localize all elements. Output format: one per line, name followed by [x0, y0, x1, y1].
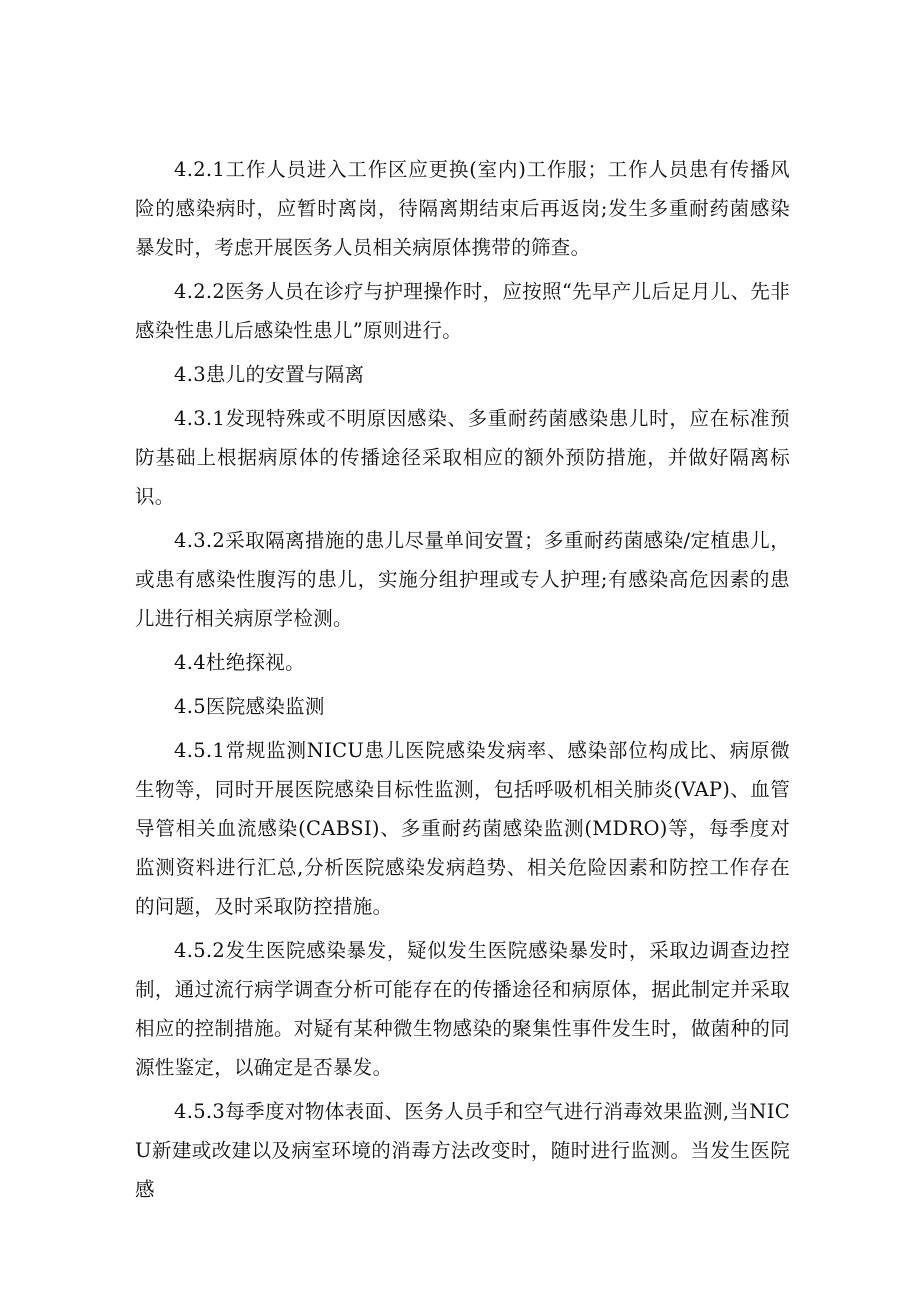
paragraph-4-2-2: 4.2.2医务人员在诊疗与护理操作时，应按照“先早产儿后足月儿、先非感染性患儿后感染性患儿”原则进行。 — [135, 280, 790, 342]
section-heading-4-5: 4.5医院感染监测 — [174, 695, 325, 718]
paragraph-4-5-2: 4.5.2发生医院感染暴发，疑似发生医院感染暴发时，采取边调查边控制，通过流行病学调查分析可能存在的传播途径和病原体，据此制定并采取相应的控制措施。对疑有某种微生物感染的聚集性事件发生时，做菌种的同源性鉴定，以确定是否暴发。 — [135, 939, 790, 1079]
paragraph-4-5-3: 4.5.3每季度对物体表面、医务人员手和空气进行消毒效果监测,当NICU新建或改建以及病室环境的消毒方法改变时，随时进行监测。当发生医院感 — [135, 1100, 790, 1201]
paragraph-4-5-1: 4.5.1常规监测NICU患儿医院感染发病率、感染部位构成比、病原微生物等，同时开展医院感染目标性监测，包括呼吸机相关肺炎(VAP)、血管导管相关血流感染(CABSI)、多重耐药菌感染监测(MDRO)等，每季度对监测资料进行汇总,分析医院感染发病趋势、相关危险因素和防控工作存在的问题，及时采取防控措施。 — [135, 739, 790, 918]
paragraph-4-3-1: 4.3.1发现特殊或不明原因感染、多重耐药菌感染患儿时，应在标准预防基础上根据病原体的传播途径采取相应的额外预防措施，并做好隔离标识。 — [135, 407, 790, 508]
section-heading-4-3: 4.3患儿的安置与隔离 — [174, 363, 365, 386]
document-body — [135, 150, 790, 1214]
paragraph-4-2-1: 4.2.1工作人员进入工作区应更换(室内)工作服；工作人员患有传播风险的感染病时，应暂时离岗，待隔离期结束后再返岗;发生多重耐药菌感染暴发时，考虑开展医务人员相关病原体携带的筛查。 — [135, 158, 790, 259]
section-heading-4-4: 4.4杜绝探视。 — [174, 651, 305, 674]
paragraph-4-3-2: 4.3.2采取隔离措施的患儿尽量单间安置；多重耐药菌感染/定植患儿，或患有感染性腹泻的患儿，实施分组护理或专人护理;有感染高危因素的患儿进行相关病原学检测。 — [135, 529, 790, 630]
